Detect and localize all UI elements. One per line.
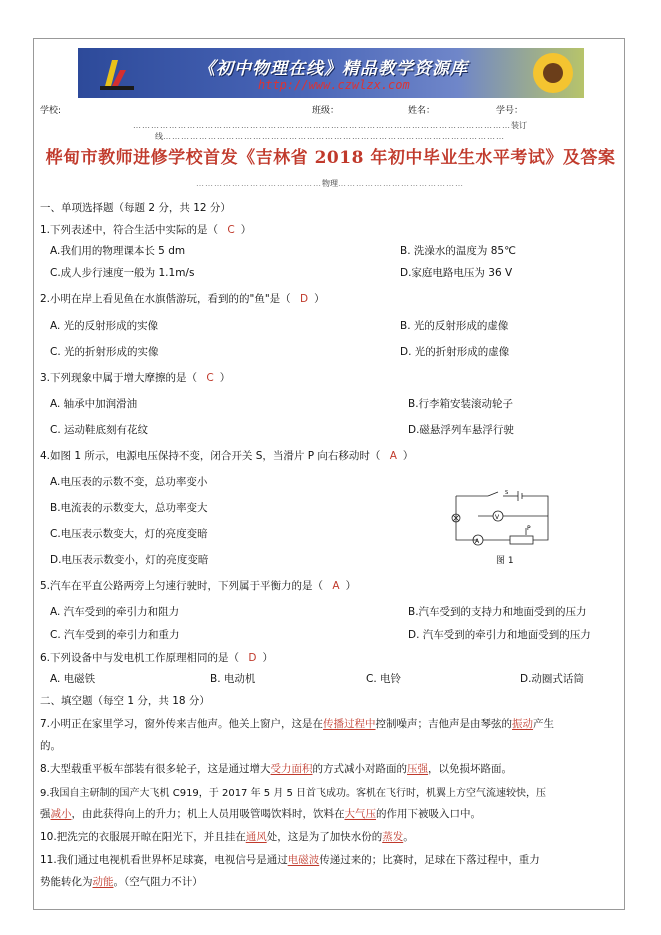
question-stem [40,650,273,665]
binding-line: ………………………………………………………………………………………………………………装订线…………………………………………………………………………………………………… [133,121,527,141]
fill-question [40,829,414,844]
question-text: 产生 [533,718,555,730]
student-info-row [40,103,620,117]
question-close: ） [402,450,414,462]
question-close: ） [240,224,252,236]
question-text: 传递过来的；比赛时，足球在下落过程中，重力 [319,854,540,866]
question-close: ） [345,580,357,592]
fill-answer: 受力面积 [270,763,313,775]
option-d: D.电压表示数变小，灯的亮度变暗 [50,554,209,566]
question-stem [40,370,230,385]
svg-text:S: S [505,490,509,496]
option-c: C. 运动鞋底刻有花纹 [50,424,149,436]
fill-answer: 蒸发 [382,831,404,843]
answer-mark: A [389,450,397,462]
question-text: 4.如图 1 所示，电源电压保持不变，闭合开关 S，当滑片 P 向右移动时（ [40,450,381,462]
circuit-diagram [448,488,553,548]
option-d: D. 汽车受到的牵引力和地面受到的压力 [408,629,591,641]
question-text: 。（空气阻力不计） [113,876,203,888]
option-a: A. 光的反射形成的实像 [50,320,159,332]
question-text: ，以免损坏路面。 [428,763,513,775]
answer-mark: A [332,580,340,592]
question-text: 11.我们通过电视机看世界杯足球赛，电视信号是通过 [40,854,288,866]
page-title: 桦甸市教师进修学校首发《吉林省 2018 年初中毕业生水平考试》及答案 [45,148,616,168]
question-stem [40,448,413,463]
banner-url: http://www.czwlzx.com [258,78,410,92]
option-b: B.汽车受到的支持力和地面受到的压力 [408,606,587,618]
question-text: 6.下列设备中与发电机工作原理相同的是（ [40,652,240,664]
option-b: B. 电动机 [210,673,256,685]
binding-line-label: 装订线 [155,121,527,141]
option-d: D.动圈式话筒 [520,673,584,685]
question-text: 1.下列表述中，符合生活中实际的是（ [40,224,219,236]
question-text: 势能转化为 [40,876,93,888]
question-stem [40,222,251,237]
number-label: 学号： [496,106,524,116]
fill-question [40,806,481,821]
option-a: A. 汽车受到的牵引力和阻力 [50,606,180,618]
option-a: A. 轴承中加润滑油 [50,398,138,410]
subject-line: ……………………………………物理…………………………………… [196,179,464,188]
question-text: 3.下列现象中属于增大摩擦的是（ [40,372,198,384]
school-label: 学校: [40,106,62,116]
fill-question [40,874,203,889]
fill-answer: 压强 [407,763,429,775]
question-stem [40,291,325,306]
question-text: 9.我国自主研制的国产大飞机 C919，于 2017 年 5 月 5 日首飞成功。客机在飞行时，机翼上方空气流速较快，压 [40,788,547,799]
subject-label: 物理 [322,179,338,188]
question-text: 。 [403,831,414,843]
question-close: ） [262,652,273,664]
option-c: C. 汽车受到的牵引力和重力 [50,629,180,641]
svg-text:A: A [475,538,480,545]
question-text: 控制噪声；吉他声是由琴弦的 [375,718,513,730]
option-c: C. 光的折射形成的实像 [50,346,159,358]
fill-question [40,852,540,867]
question-text: 的。 [40,740,61,752]
option-b: B.行李箱安装滚动轮子 [408,398,514,410]
question-text: ，由此获得向上的升力；机上人员用吸管喝饮料时，饮料在 [71,808,345,820]
option-d: D.家庭电路电压为 36 V [400,267,513,279]
answer-mark: D [248,652,257,664]
section-heading: 一、单项选择题（每题 2 分，共 12 分） [40,202,231,214]
name-label: 姓名： [408,106,436,116]
sunflower-icon [530,50,576,96]
fill-question [40,761,512,776]
question-text: 5.汽车在平直公路两旁上匀速行驶时，下列属于平衡力的是（ [40,580,324,592]
question-text: 的方式减小对路面的 [312,763,408,775]
option-a: A.电压表的示数不变，总功率变小 [50,476,208,488]
section-heading: 二、填空题（每空 1 分，共 18 分） [40,695,210,707]
option-b: B.电流表的示数变大，总功率变大 [50,502,208,514]
option-a: A. 电磁铁 [50,673,96,685]
question-text: 8.大型载重平板车部装有很多轮子，这是通过增大 [40,763,271,775]
svg-text:V: V [495,514,500,521]
fill-answer: 通风 [245,831,267,843]
header-banner [78,48,584,98]
question-stem [40,578,356,593]
site-logo-icon [96,56,138,92]
svg-text:P: P [527,525,531,532]
answer-mark: D [300,293,309,305]
fill-answer: 动能 [92,876,114,888]
option-c: C. 电铃 [366,673,402,685]
option-c: C.成人步行速度一般为 1.1m/s [50,267,195,279]
class-label: 班级： [312,106,340,116]
figure-caption: 图 1 [496,556,514,566]
fill-answer: 电磁波 [287,854,320,866]
question-text: 7.小明正在家里学习，窗外传来吉他声。他关上窗户，这是在 [40,718,324,730]
fill-answer: 大气压 [344,808,376,820]
option-b: B. 光的反射形成的虚像 [400,320,509,332]
option-c: C.电压表示数变大，灯的亮度变暗 [50,528,208,540]
question-close: ） [314,293,325,305]
answer-mark: C [227,224,235,236]
fill-answer: 传播过程中 [323,718,376,730]
fill-question [40,716,554,731]
option-a: A.我们用的物理课本长 5 dm [50,245,186,257]
question-text: 处，这是为了加快水份的 [266,831,383,843]
fill-answer: 振动 [512,718,534,730]
question-text: 10.把洗完的衣服展开晾在阳光下，并且挂在 [40,831,246,843]
question-text: 的作用下被吸入口中。 [376,808,481,820]
option-b: B. 洗澡水的温度为 85℃ [400,245,516,257]
fill-answer: 减小 [50,808,72,820]
option-d: D.磁悬浮列车悬浮行驶 [408,424,514,436]
question-text: 2.小明在岸上看见鱼在水旗偕游玩，看到的的"鱼"是（ [40,293,291,305]
banner-title: 《初中物理在线》精品教学资源库 [198,59,468,79]
question-close: ） [219,372,231,384]
question-text: 强 [40,808,51,820]
answer-mark: C [206,372,214,384]
option-d: D. 光的折射形成的虚像 [400,346,510,358]
